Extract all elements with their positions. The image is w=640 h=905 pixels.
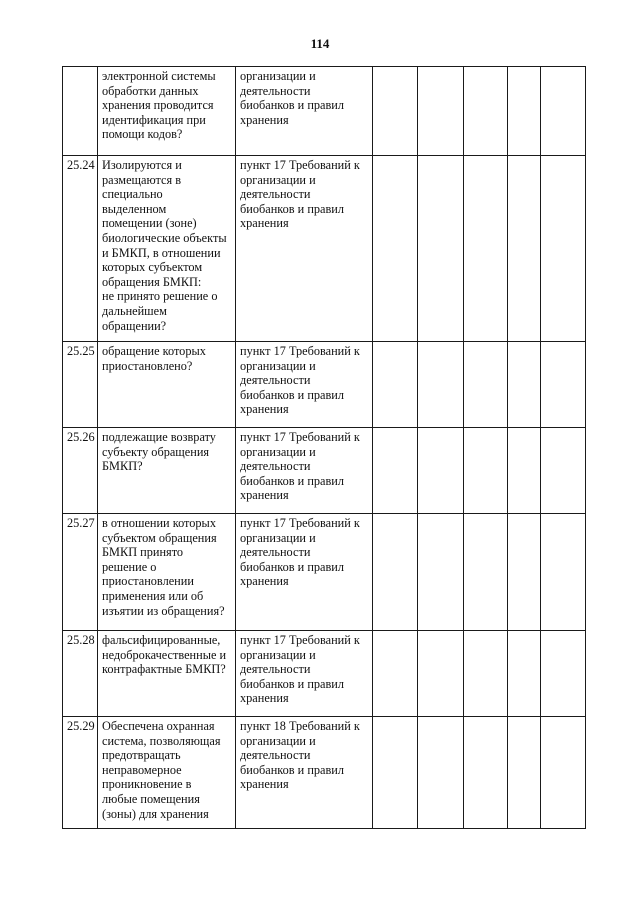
table-row [63, 156, 586, 342]
requirement-cell: Обеспечена охранная система, позволяющая предотвращать неправомерное проникновение в любые помещения (зоны) для хранения [98, 717, 236, 829]
reference-cell: пункт 18 Требований к организации и деятельности биобанков и правил хранения [236, 717, 373, 829]
requirement-cell: Изолируются и размещаются в специально выделенном помещении (зоне) биологические объекты и БМКП, в отношении которых субъектом обращения БМКП: не принято решение о дальнейшем обращении? [98, 156, 236, 342]
answer-cell-3 [464, 428, 508, 514]
answer-cell-4 [508, 514, 541, 631]
reference-cell: организации и деятельности биобанков и правил хранения [236, 67, 373, 156]
requirement-cell: фальсифицированные, недоброкачественные и контрафактные БМКП? [98, 631, 236, 717]
answer-cell-3 [464, 717, 508, 829]
reference-cell: пункт 17 Требований к организации и деятельности биобанков и правил хранения [236, 514, 373, 631]
requirement-cell: электронной системы обработки данных хранения проводится идентификация при помощи кодов? [98, 67, 236, 156]
answer-cell-1 [373, 156, 418, 342]
answer-cell-4 [508, 342, 541, 428]
answer-cell-1 [373, 631, 418, 717]
reference-cell: пункт 17 Требований к организации и деятельности биобанков и правил хранения [236, 156, 373, 342]
answer-cell-5 [541, 428, 586, 514]
answer-cell-2 [418, 67, 464, 156]
answer-cell-3 [464, 342, 508, 428]
answer-cell-2 [418, 717, 464, 829]
answer-cell-5 [541, 156, 586, 342]
answer-cell-1 [373, 514, 418, 631]
row-number-cell: 25.24 [63, 156, 98, 342]
reference-cell: пункт 17 Требований к организации и деятельности биобанков и правил хранения [236, 342, 373, 428]
answer-cell-4 [508, 428, 541, 514]
answer-cell-5 [541, 514, 586, 631]
answer-cell-2 [418, 342, 464, 428]
answer-cell-2 [418, 514, 464, 631]
answer-cell-4 [508, 631, 541, 717]
reference-cell: пункт 17 Требований к организации и деятельности биобанков и правил хранения [236, 631, 373, 717]
answer-cell-2 [418, 156, 464, 342]
reference-cell: пункт 17 Требований к организации и деятельности биобанков и правил хранения [236, 428, 373, 514]
table-row [63, 67, 586, 156]
row-number-cell: 25.29 [63, 717, 98, 829]
row-number-cell: 25.28 [63, 631, 98, 717]
table-row [63, 717, 586, 829]
answer-cell-1 [373, 342, 418, 428]
row-number-cell [63, 67, 98, 156]
requirement-cell: в отношении которых субъектом обращения БМКП принято решение о приостановлении применения или об изъятии из обращения? [98, 514, 236, 631]
row-number-cell: 25.26 [63, 428, 98, 514]
answer-cell-1 [373, 717, 418, 829]
answer-cell-5 [541, 631, 586, 717]
table-row [63, 342, 586, 428]
row-number-cell: 25.27 [63, 514, 98, 631]
answer-cell-5 [541, 67, 586, 156]
page-number: 114 [310, 36, 330, 51]
answer-cell-5 [541, 342, 586, 428]
answer-cell-2 [418, 631, 464, 717]
answer-cell-4 [508, 156, 541, 342]
answer-cell-4 [508, 717, 541, 829]
table-row [63, 631, 586, 717]
answer-cell-5 [541, 717, 586, 829]
answer-cell-2 [418, 428, 464, 514]
answer-cell-3 [464, 67, 508, 156]
answer-cell-3 [464, 156, 508, 342]
checklist-table [62, 66, 586, 829]
requirement-cell: подлежащие возврату субъекту обращения БМКП? [98, 428, 236, 514]
answer-cell-3 [464, 631, 508, 717]
answer-cell-3 [464, 514, 508, 631]
answer-cell-1 [373, 67, 418, 156]
row-number-cell: 25.25 [63, 342, 98, 428]
requirement-cell: обращение которых приостановлено? [98, 342, 236, 428]
table-row [63, 514, 586, 631]
answer-cell-1 [373, 428, 418, 514]
table-row [63, 428, 586, 514]
answer-cell-4 [508, 67, 541, 156]
